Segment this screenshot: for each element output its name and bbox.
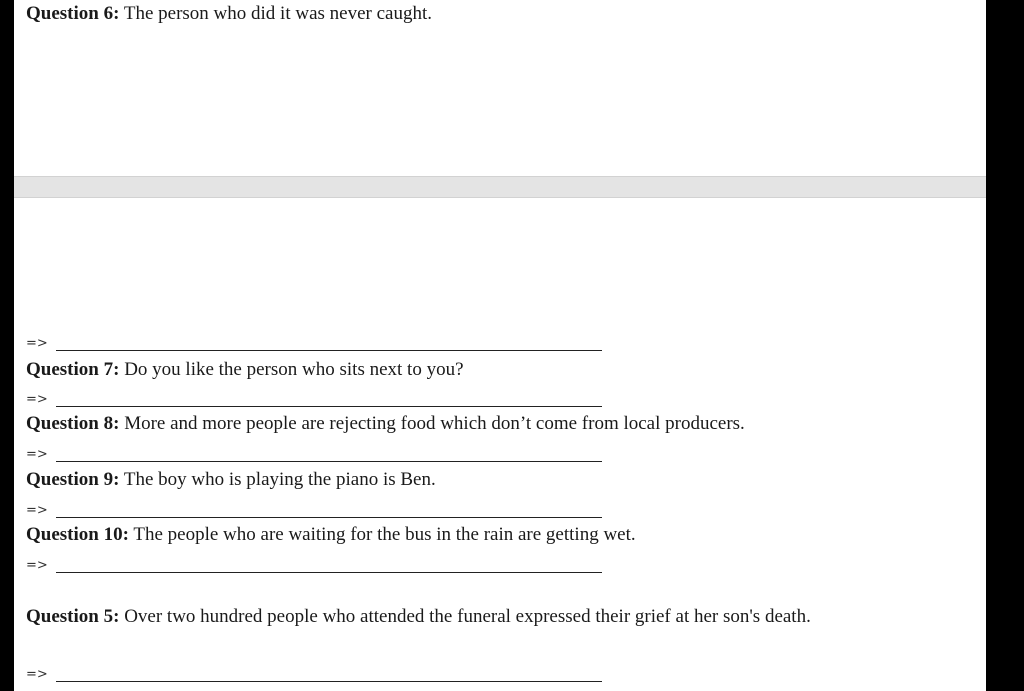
arrow-icon: => (26, 447, 48, 462)
question-6 (26, 0, 432, 28)
answer-blank-line (56, 517, 602, 518)
answer-blank-line (56, 350, 602, 351)
question-8 (26, 410, 745, 438)
answer-row-10 (26, 558, 626, 580)
question-text: The person who did it was never caught. (123, 3, 432, 24)
question-5 (26, 603, 926, 631)
answer-blank-line (56, 461, 602, 462)
question-text: Over two hundred people who attended the funeral expressed their grief at her son's death. (124, 606, 811, 627)
answer-blank-line (56, 406, 602, 407)
answer-row-5 (26, 667, 626, 689)
question-label: Question 7: (26, 359, 120, 380)
question-label: Question 10: (26, 524, 129, 545)
answer-blank-line (56, 572, 602, 573)
question-label: Question 6: (26, 3, 120, 24)
arrow-icon: => (26, 503, 48, 518)
question-10 (26, 521, 636, 549)
arrow-icon: => (26, 336, 48, 351)
arrow-icon: => (26, 558, 48, 573)
question-text: Do you like the person who sits next to you? (124, 359, 464, 380)
question-text: More and more people are rejecting food which don’t come from local producers. (124, 413, 745, 434)
question-label: Question 5: (26, 606, 120, 627)
section-divider (14, 176, 986, 198)
question-label: Question 9: (26, 469, 120, 490)
document-page (14, 0, 986, 691)
answer-row-6 (26, 336, 626, 358)
question-7 (26, 356, 464, 384)
question-text: The people who are waiting for the bus in the rain are getting wet. (133, 524, 636, 545)
question-text: The boy who is playing the piano is Ben. (123, 469, 436, 490)
question-9 (26, 466, 436, 494)
arrow-icon: => (26, 392, 48, 407)
question-label: Question 8: (26, 413, 120, 434)
arrow-icon: => (26, 667, 48, 682)
answer-blank-line (56, 681, 602, 682)
